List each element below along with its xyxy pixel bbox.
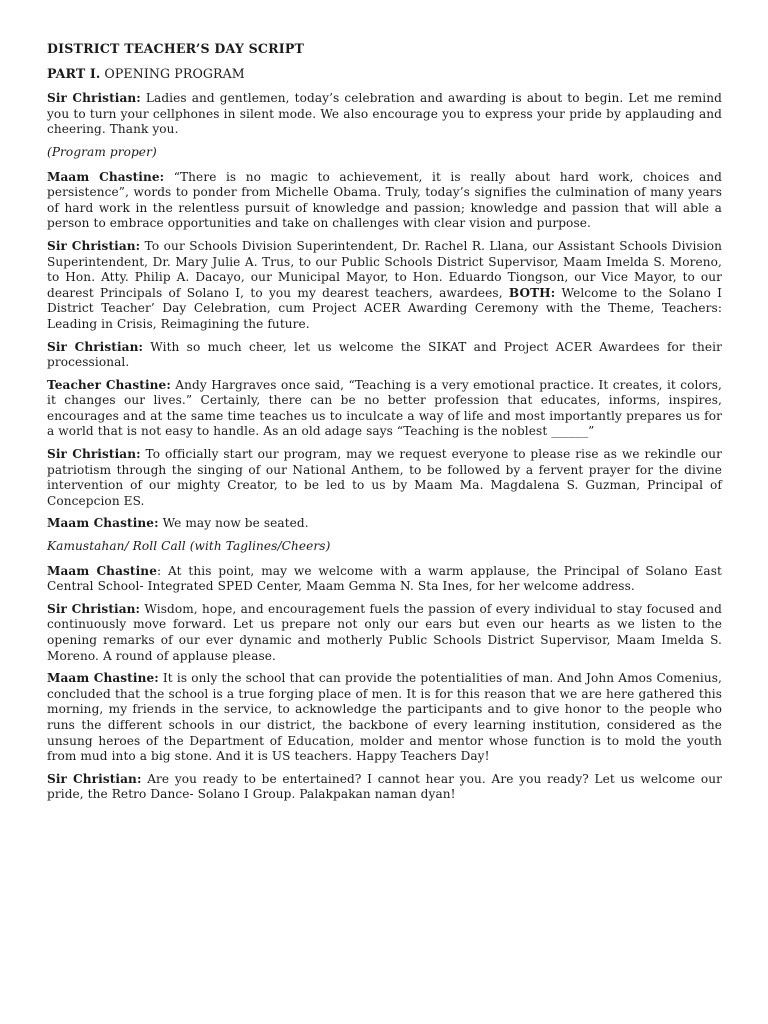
part-number: PART I. bbox=[47, 65, 101, 81]
speaker-name: Maam Chastine: bbox=[47, 516, 159, 531]
speaker-name: Maam Chastine bbox=[47, 563, 157, 578]
script-line bbox=[47, 340, 722, 371]
part-name: OPENING PROGRAM bbox=[104, 65, 245, 81]
speaker-name: Teacher Chastine: bbox=[47, 377, 171, 392]
line-text: : At this point, may we welcome with a warm applause, the Principal of Solano East Central School- Integrated SPED Center, Maam Gemma N. Sta Ines, for her welcome address. bbox=[47, 563, 722, 594]
script-line bbox=[47, 239, 722, 333]
line-text: To our Schools Division Superintendent, Dr. Rachel R. Llana, our Assistant Schools Division Superintendent, Dr. Mary Julie A. Trus, to our Public Schools District Supervisor, Maam Imelda S. Moreno, to Hon. Atty. Philip A. Dacayo, our Municipal Mayor, to Hon. Eduardo Tiongson, our Vice Mayor, to our dearest Principals of Solano I, to you my dearest teachers, awardees, bbox=[47, 238, 722, 300]
script-line bbox=[47, 447, 722, 509]
speaker-name: Sir Christian: bbox=[47, 91, 141, 106]
line-text: Are you ready to be entertained? I cannot hear you. Are you ready? Let us welcome our pride, the Retro Dance- Solano I Group. Palakpakan naman dyan! bbox=[47, 771, 722, 802]
both-cue: BOTH: bbox=[508, 285, 556, 300]
stage-direction: (Program proper) bbox=[47, 144, 157, 159]
line-text: Wisdom, hope, and encouragement fuels the passion of every individual to stay focused and continuously move forward. Let us prepare not only our ears but even our hearts as we listen to the opening remarks of our ever dynamic and motherly Public Schools District Supervisor, Maam Imelda S. Moreno. A round of applause please. bbox=[47, 601, 722, 663]
script-line bbox=[47, 170, 722, 232]
line-text-continued: Welcome to the Solano I District Teacher’ Day Celebration, cum Project ACER Awarding Ceremony with the Theme, Teachers: Leading in Crisis, Reimagining the future. bbox=[47, 285, 722, 331]
script-line bbox=[47, 91, 722, 138]
line-text: Andy Hargraves once said, “Teaching is a very emotional practice. It creates, it colors, it changes our lives.” Certainly, there can be no better profession that educates, informs, inspires, encourages and at the same time teaches us to inculcate a way of life and most importantly prepares us for a world that is not easy to handle. As an old adage says “Teaching is the noblest ______” bbox=[47, 377, 722, 439]
script-line bbox=[47, 378, 722, 440]
script-line bbox=[47, 602, 722, 664]
script-line bbox=[47, 564, 722, 595]
speaker-name: Sir Christian: bbox=[47, 601, 141, 616]
script-content bbox=[47, 41, 722, 810]
line-text: Ladies and gentlemen, today’s celebration and awarding is about to begin. Let me remind you to turn your cellphones in silent mode. We also encourage you to express your pride by applauding and cheering. Thank you. bbox=[47, 91, 722, 137]
line-text: With so much cheer, let us welcome the SIKAT and Project ACER Awardees for their processional. bbox=[47, 339, 722, 370]
document-title: DISTRICT TEACHER’S DAY SCRIPT bbox=[47, 41, 305, 56]
stage-direction: Kamustahan/ Roll Call (with Taglines/Cheers) bbox=[47, 539, 331, 554]
speaker-name: Maam Chastine: bbox=[47, 169, 165, 184]
line-text: To officially start our program, may we request everyone to please rise as we rekindle our patriotism through the singing of our National Anthem, to be followed by a fervent prayer for the divine intervention of our mighty Creator, to be led to us by Maam Ma. Magdalena S. Guzman, Principal of Concepcion ES. bbox=[47, 447, 722, 508]
speaker-name: Sir Christian: bbox=[47, 238, 141, 253]
script-line bbox=[47, 516, 722, 532]
part-heading bbox=[47, 66, 722, 82]
line-text: “There is no magic to achievement, it is really about hard work, choices and persistence”, words to ponder from Michelle Obama. Truly, today’s signifies the culmination of many years of hard work in the relentless pursuit of knowledge and passion; knowledge and passion that will able a person to embrace opportunities and take on challenges with clear vision and purpose. bbox=[47, 169, 722, 231]
line-text: We may now be seated. bbox=[158, 516, 309, 531]
speaker-name: Sir Christian: bbox=[47, 447, 141, 462]
script-line bbox=[47, 772, 722, 803]
line-text: It is only the school that can provide the potentialities of man. And John Amos Comenius, concluded that the school is a true forging place of men. It is for this reason that we are here gathered this morning, my friends in the service, to acknowledge the participants and to give honor to the people who runs the different schools in our district, the backbone of every learning institution, considered as the unsung heroes of the Department of Education, molder and mentor whose function is to mold the youth from mud into a big stone. And it is US teachers. Happy Teachers Day! bbox=[47, 671, 722, 764]
speaker-name: Sir Christian: bbox=[47, 339, 144, 354]
speaker-name: Sir Christian: bbox=[47, 771, 142, 786]
speaker-name: Maam Chastine: bbox=[47, 671, 159, 686]
script-line bbox=[47, 671, 722, 765]
